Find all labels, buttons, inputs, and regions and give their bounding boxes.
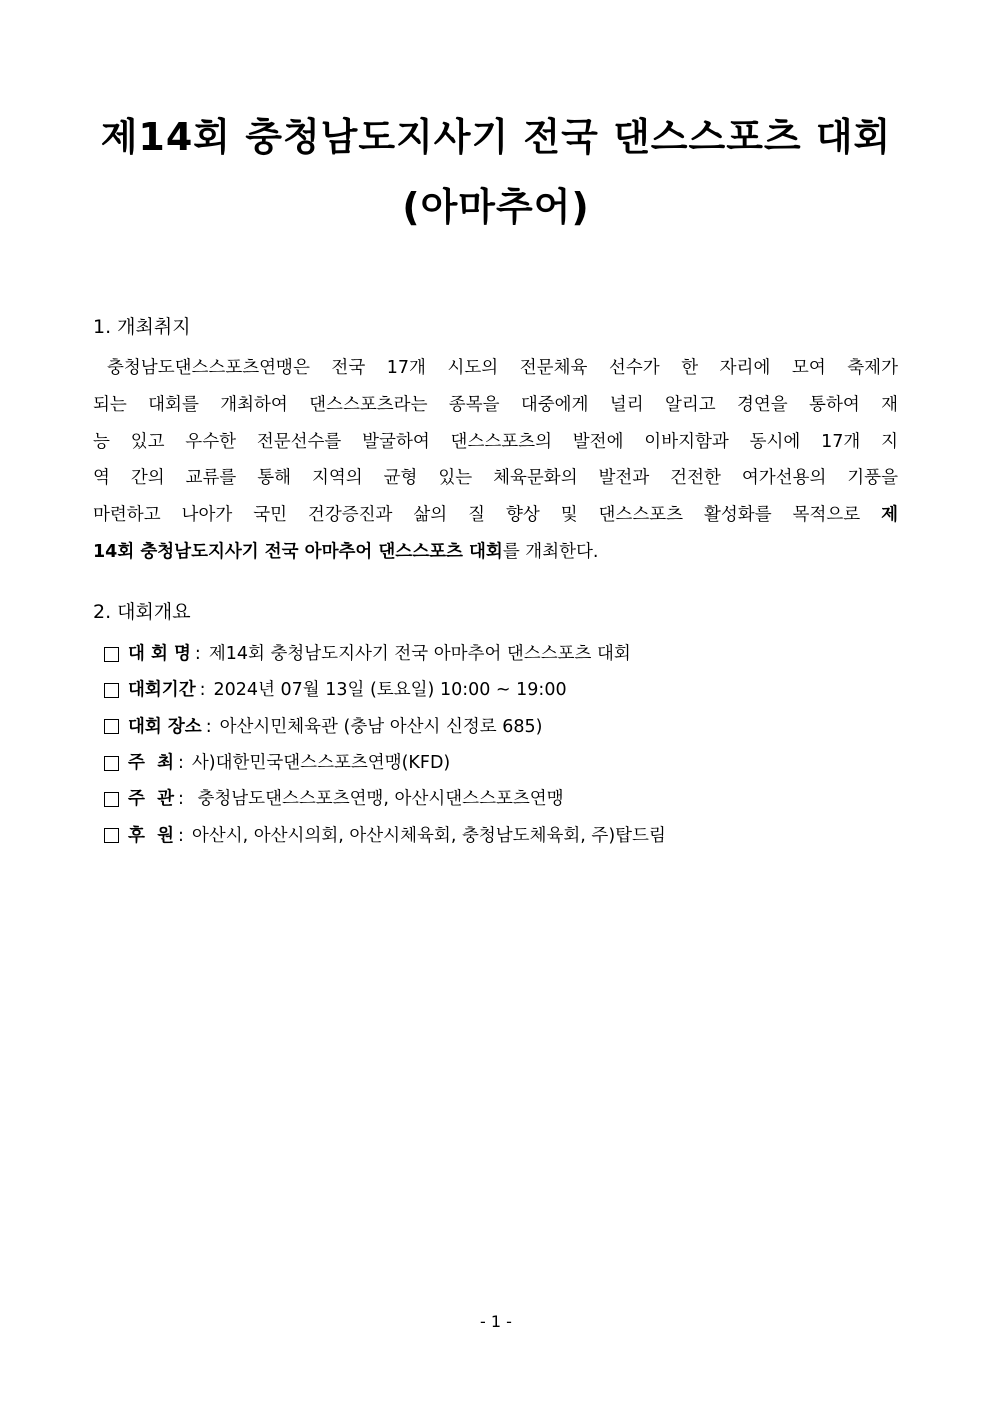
paragraph-text: 되는 대회를 개최하여 댄스스포츠라는 종목을 대중에게 널리 알리고 경연을 통하여 재 xyxy=(93,394,898,415)
item-label: 주 관 xyxy=(128,789,174,810)
item-value: 아산시, 아산시의회, 아산시체육회, 충청남도체육회, 주)탑드림 xyxy=(191,825,666,846)
section-heading-purpose: 1. 개최취지 xyxy=(93,316,191,338)
paragraph-text: 충청남도댄스스포츠연맹은 전국 17개 시도의 전문체육 선수가 한 자리에 모여 축제가 xyxy=(107,358,898,378)
document-title: 제14회 충청남도지사기 전국 댄스스포츠 대회 xyxy=(100,115,892,159)
item-value: 제14회 충청남도지사기 전국 아마추어 댄스스포츠 대회 xyxy=(208,644,631,665)
checkbox-icon xyxy=(104,792,119,807)
paragraph-text: 마련하고 나아가 국민 건강증진과 삶의 질 향상 및 댄스스포츠 활성화를 목적으로 xyxy=(93,505,882,526)
item-separator: : xyxy=(199,680,206,701)
item-separator: : xyxy=(178,753,184,774)
checkbox-icon xyxy=(104,828,119,843)
item-label: 주 최 xyxy=(128,753,174,774)
paragraph-text: 능 있고 우수한 전문선수를 발굴하여 댄스스포츠의 발전에 이바지함과 동시에 17개 지 xyxy=(93,431,898,452)
page-number: - 1 - xyxy=(480,1312,512,1331)
paragraph-line xyxy=(93,499,898,536)
paragraph-line xyxy=(93,352,898,389)
paragraph-text: 역 간의 교류를 통해 지역의 균형 있는 체육문화의 발전과 건전한 여가선용의 기풍을 xyxy=(93,468,898,489)
item-separator: : xyxy=(178,789,184,810)
checkbox-icon xyxy=(104,719,119,734)
overview-item-venue xyxy=(104,709,894,745)
paragraph-line xyxy=(93,389,898,426)
section-heading-overview: 2. 대회개요 xyxy=(93,601,191,623)
item-value: 2024년 07월 13일 (토요일) 10:00 ~ 19:00 xyxy=(213,680,567,701)
purpose-paragraph xyxy=(93,352,898,573)
item-separator: : xyxy=(205,716,212,737)
overview-list xyxy=(104,636,894,854)
paragraph-bold-text: 14회 충청남도지사기 전국 아마추어 댄스스포츠 대회 xyxy=(93,541,503,562)
overview-item-organizer xyxy=(104,781,894,817)
item-value: 충청남도댄스스포츠연맹, 아산시댄스스포츠연맹 xyxy=(191,789,564,810)
paragraph-bold-text: 제 xyxy=(881,505,898,526)
overview-item-period xyxy=(104,672,894,708)
paragraph-line xyxy=(93,426,898,463)
paragraph-line xyxy=(93,536,898,573)
item-value: 사)대한민국댄스스포츠연맹(KFD) xyxy=(191,753,451,774)
checkbox-icon xyxy=(104,647,119,662)
item-label: 대회 장소 xyxy=(128,716,202,737)
overview-item-event-name xyxy=(104,636,894,672)
checkbox-icon xyxy=(104,756,119,771)
item-label: 대 회 명 xyxy=(128,644,191,665)
document-subtitle: (아마추어) xyxy=(402,185,590,229)
item-label: 대회기간 xyxy=(128,680,196,701)
paragraph-line xyxy=(93,462,898,499)
overview-item-sponsor xyxy=(104,817,894,853)
item-label: 후 원 xyxy=(128,825,174,846)
item-separator: : xyxy=(194,644,201,665)
item-separator: : xyxy=(178,825,184,846)
paragraph-text: 를 개최한다. xyxy=(502,541,599,562)
checkbox-icon xyxy=(104,683,119,698)
overview-item-host xyxy=(104,745,894,781)
item-value: 아산시민체육관 (충남 아산시 신정로 685) xyxy=(219,716,543,737)
